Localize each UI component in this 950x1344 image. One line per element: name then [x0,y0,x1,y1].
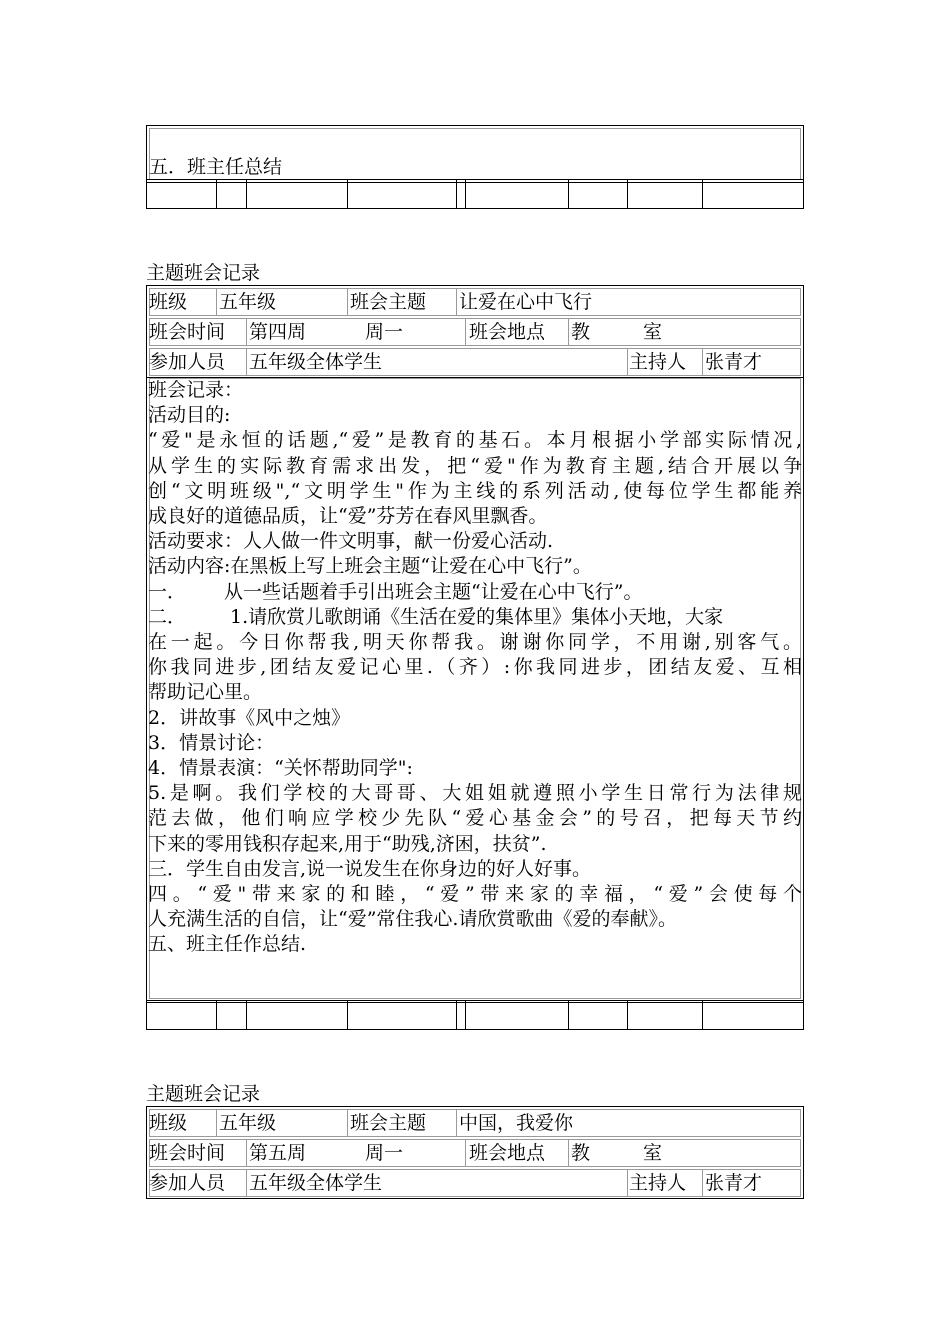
host-value: 张青才 [705,351,763,373]
content-line: 在一起。今日你帮我,明天你帮我。谢谢你同学，不用谢,别客气。 [148,631,802,654]
time-week: 第五周 [249,1142,307,1164]
place-value-2: 室 [643,1142,663,1164]
time-label: 班会时间 [149,1142,226,1164]
content-line: 班会记录： [148,379,244,401]
class-value: 五年级 [219,1112,277,1134]
place-value-2: 室 [643,321,663,343]
content-line: 活动目的: [148,404,231,427]
content-line: 4．情景表演：“关怀帮助同学": [148,757,413,780]
time-label: 班会时间 [149,321,226,343]
class-value: 五年级 [219,291,277,313]
host-label: 主持人 [629,1172,687,1194]
content-line: 活动要求：人人做一件文明事，献一份爱心活动. [148,530,554,553]
theme-label: 班会主题 [350,291,427,313]
record-content-text [148,378,802,958]
theme-value: 让爱在心中飞行 [459,291,593,313]
participants-label: 参加人员 [149,351,226,373]
content-line: 3．情景讨论： [148,731,275,754]
summary-box [146,125,804,183]
content-line: 二． 1.请欣赏儿歌朗诵《生活在爱的集体里》集体小天地，大家 [148,605,724,628]
record-info-table [146,285,804,378]
content-line: 2．讲故事《风中之烛》 [148,706,351,729]
record-info-table [146,1106,804,1199]
content-line: 范去做，他们响应学校少先队“爱心基金会”的号召，把每天节约 [148,807,802,830]
theme-label: 班会主题 [350,1112,427,1134]
content-line: 你我同进步,团结友爱记心里.（齐）:你我同进步，团结友爱、互相 [148,656,802,679]
participants-label: 参加人员 [149,1172,226,1194]
place-value-1: 教 [571,321,591,343]
time-day: 周一 [365,1142,404,1164]
content-line: 帮助记心里。 [148,681,263,704]
place-value-1: 教 [571,1142,591,1164]
place-label: 班会地点 [469,1142,546,1164]
content-line: 创“文明班级",“文明学生"作为主线的系列活动,使每位学生都能养 [148,479,802,502]
content-line: “爱"是永恒的话题,“爱”是教育的基石。本月根据小学部实际情况, [148,429,802,452]
record-heading: 主题班会记录 [146,1083,261,1105]
participants-value: 五年级全体学生 [249,351,383,373]
record-heading: 主题班会记录 [146,262,261,284]
class-label: 班级 [149,1112,188,1134]
content-line: 5.是啊。我们学校的大哥哥、大姐姐就遵照小学生日常行为法律规 [148,782,802,805]
section1-bottom-grid [146,179,804,209]
host-value: 张青才 [705,1172,763,1194]
content-line: 从学生的实际教育需求出发，把“爱"作为教育主题,结合开展以争 [148,454,802,477]
record-bottom-grid [146,1000,804,1030]
content-line: 三．学生自由发言,说一说发生在你身边的好人好事。 [148,857,592,880]
content-line: 一． 从一些话题着手引出班会主题“让爱在心中飞行”。 [148,580,643,603]
content-line: 下来的零用钱积存起来,用于“助残,济困，扶贫”. [148,832,547,855]
place-label: 班会地点 [469,321,546,343]
time-day: 周一 [365,321,404,343]
theme-value: 中国，我爱你 [459,1112,574,1134]
content-line: 四。“爱"带来家的和睦，“爱”带来家的幸福，“爱”会使每个 [148,883,802,906]
participants-value: 五年级全体学生 [249,1172,383,1194]
summary-label: 五．班主任总结 [149,156,283,178]
host-label: 主持人 [629,351,687,373]
content-line: 活动内容:在黑板上写上班会主题“让爱在心中飞行”。 [148,555,592,578]
class-label: 班级 [149,291,188,313]
content-line: 成良好的道德品质，让“爱”芬芳在春风里飘香。 [148,505,548,528]
content-line: 人充满生活的自信，让“爱”常住我心.请欣赏歌曲《爱的奉献》。 [148,908,677,931]
content-line: 五、班主任作总结. [148,933,307,956]
time-week: 第四周 [249,321,307,343]
